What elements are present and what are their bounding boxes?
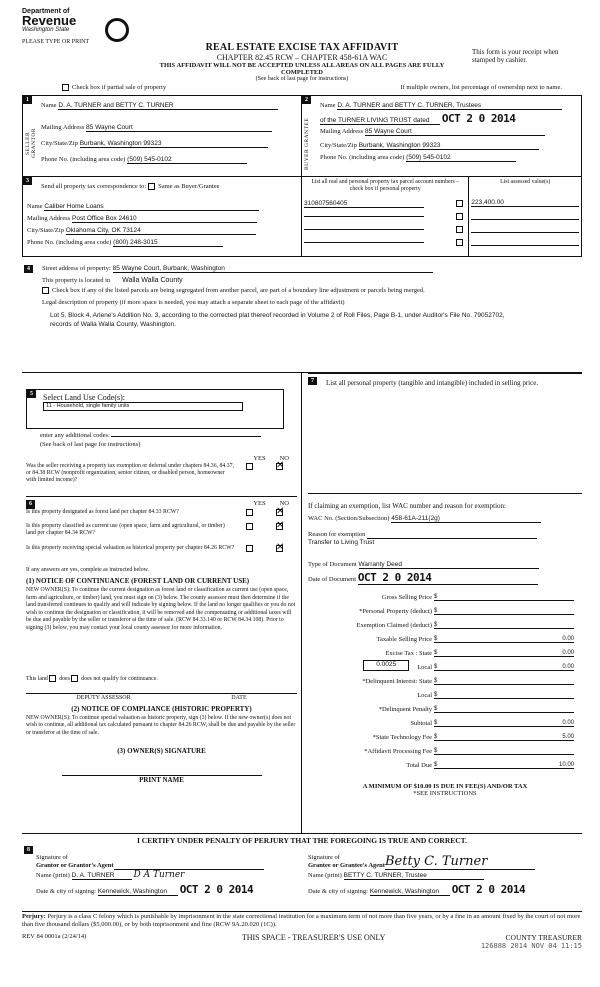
deputy-date-line: DATE xyxy=(231,695,247,701)
personal-property-checkbox[interactable] xyxy=(456,200,463,207)
historic-q-text: Is this property receiving special valuation as historical property per chapter 84.26 RCW? xyxy=(26,545,235,551)
personal-property-label: List all personal property (tangible and intangible) included in selling price. xyxy=(326,379,539,387)
current-use-q-text: Is this property classified as current use (open space, farm and agricultural, or timber) land per chapter 84.34 RCW? xyxy=(26,523,225,536)
dollar-sign: $ xyxy=(434,636,438,642)
tax-row-amount: 0.00 xyxy=(562,636,574,642)
rev-number: REV 84 0001a (2/24/14) xyxy=(22,933,87,940)
land-use-label: Select Land Use Code(s): xyxy=(43,393,125,402)
seller-city-label: City/State/Zip xyxy=(41,140,78,147)
section-8-tag: 8 xyxy=(24,846,33,854)
grantee-city-field[interactable]: Kennewick, Washington xyxy=(370,888,450,896)
tax-row xyxy=(308,615,574,629)
parcel-account-field-2[interactable] xyxy=(304,216,424,217)
tax-row xyxy=(308,755,574,769)
logo-revenue: Revenue xyxy=(22,13,77,28)
tax-row-label: Total Due xyxy=(406,762,432,769)
tax-row-value[interactable] xyxy=(434,664,574,671)
dollar-sign: $ xyxy=(434,664,438,670)
parcel-account-field-3[interactable] xyxy=(304,229,424,230)
form-warning: THIS AFFIDAVIT WILL NOT BE ACCEPTED UNLESS ALL AREAS ON ALL PAGES ARE FULLY COMPLETED xyxy=(159,62,445,76)
county-treasurer: COUNTY TREASURER xyxy=(505,933,582,942)
parcel-header: List all real and personal property tax parcel account numbers – check box if personal property xyxy=(311,179,460,192)
buyer-vlabel: BUYER GRANTEE xyxy=(304,117,310,170)
grantee-signature: Betty C. Turner xyxy=(385,854,535,870)
tax-row-label: Excise Tax : State xyxy=(385,650,432,657)
grantor-label: Grantor or Grantor's Agent xyxy=(36,862,114,869)
send-correspondence-label: Send all property tax correspondence to: xyxy=(41,183,147,190)
deputy-assessor-line: DEPUTY ASSESSOR xyxy=(76,695,131,701)
tax-row-value[interactable] xyxy=(434,622,574,629)
tax-row-value[interactable] xyxy=(434,650,574,657)
tax-row-value[interactable] xyxy=(434,706,574,713)
dollar-sign: $ xyxy=(434,720,438,726)
assessed-value-field-2[interactable] xyxy=(471,210,579,220)
yes-header: YES xyxy=(253,455,266,462)
corr-city-label: City/State/Zip xyxy=(27,227,64,234)
buyer-name-label: Name xyxy=(320,102,336,109)
tax-row-amount: 10.00 xyxy=(558,762,574,768)
exemption-yes-checkbox[interactable] xyxy=(246,463,253,470)
this-land-label: This land xyxy=(26,675,48,682)
buyer-section xyxy=(302,96,581,176)
grantee-signature-block xyxy=(302,848,582,896)
perjury-notice xyxy=(22,911,582,931)
section-8 xyxy=(22,833,582,911)
tax-row-value[interactable] xyxy=(434,734,574,741)
certify-statement: I CERTIFY UNDER PENALTY OF PERJURY THAT THE FOREGOING IS TRUE AND CORRECT. xyxy=(136,836,467,845)
no-header: NO xyxy=(279,455,289,462)
tax-row-label: *State Technology Fee xyxy=(372,734,432,741)
section-5-tag: 5 xyxy=(27,390,36,398)
segregate-checkbox[interactable] xyxy=(42,287,49,294)
tax-row-label: Gross Selling Price xyxy=(381,594,432,601)
dollar-sign: $ xyxy=(434,692,438,698)
please-type: PLEASE TYPE OR PRINT xyxy=(22,39,90,45)
seller-buyer-section xyxy=(22,95,582,177)
footer xyxy=(22,931,582,950)
receipt-note: This form is your receipt when stamped by cashier. xyxy=(472,48,559,64)
dor-logo xyxy=(22,8,132,45)
seller-mail-label: Mailing Address xyxy=(41,124,85,131)
partial-sale-checkbox[interactable] xyxy=(62,84,69,91)
tax-row-value[interactable] xyxy=(434,692,574,699)
corr-name-field[interactable]: Caliber Home Loans xyxy=(44,203,259,211)
grantor-date-label: Date & city of signing: xyxy=(36,888,96,895)
corr-mail-label: Mailing Address xyxy=(27,215,71,222)
exemption-question xyxy=(26,463,297,497)
section-4 xyxy=(22,257,582,373)
local-rate-field[interactable]: 0.0025 xyxy=(363,660,409,671)
owner-signature-title: (3) OWNER(S) SIGNATURE xyxy=(117,747,206,755)
reason-value[interactable]: Transfer to Living Trust xyxy=(308,539,375,546)
seller-mail-field[interactable]: 85 Wayne Court xyxy=(86,124,272,132)
does-not-checkbox[interactable] xyxy=(71,675,78,682)
tax-row-value[interactable] xyxy=(434,636,574,643)
tax-row-value[interactable] xyxy=(434,594,574,601)
compliance-title: (2) NOTICE OF COMPLIANCE (HISTORIC PROPERTY) xyxy=(71,705,252,713)
buyer-city-field[interactable]: Burbank, Washington 99323 xyxy=(359,142,539,150)
location-label: This property is located in xyxy=(42,277,111,284)
personal-property-checkbox-3[interactable] xyxy=(456,226,463,233)
tax-row-label: Local xyxy=(417,664,432,671)
tax-correspondence-section xyxy=(22,177,582,257)
grantee-date-stamp: OCT 2 0 2014 xyxy=(451,883,526,896)
qualify-label: qualify for continuance. xyxy=(102,675,158,682)
tax-row-amount: 0.00 xyxy=(562,664,574,670)
right-column xyxy=(302,373,582,833)
see-back-land: (See back of last page for instructions) xyxy=(40,441,141,448)
section-6-tag: 6 xyxy=(26,500,35,509)
form-title: REAL ESTATE EXCISE TAX AFFIDAVIT xyxy=(205,42,399,53)
compliance-body: NEW OWNER(S): To continue special valuation as historic property, sign (3) below. If the new owner(s) does not wish to continue, all additional tax calculated pursuant to chapter 84.26 RCW, shall be due and payable by the seller or transferor at the time of sale. xyxy=(26,715,296,736)
tax-row xyxy=(308,629,574,643)
grantor-print-label: Name (print) xyxy=(36,872,70,879)
tax-row-label: Subtotal xyxy=(410,720,432,727)
does-not-label: does not xyxy=(81,675,101,682)
buyer-city-label: City/State/Zip xyxy=(320,142,357,149)
doc-date-stamp: OCT 2 0 2014 xyxy=(358,571,538,585)
grantor-city-field[interactable]: Kennewick, Washington xyxy=(98,888,178,896)
section-7 xyxy=(308,373,582,493)
exemption-q-text: Was the seller receiving a property tax exemption or deferral under chapters 84.36, 84.37, or 84.38 RCW (nonprofit organization, senior citizen, or disabled person, homeowner with limited income)? xyxy=(26,463,234,483)
seller-name-field[interactable]: D. A. TURNER and BETTY C. TURNER xyxy=(58,102,278,110)
dollar-sign: $ xyxy=(434,608,438,614)
tax-row xyxy=(308,741,574,755)
current-use-yes-checkbox[interactable] xyxy=(246,523,253,530)
logo-state: Washington State xyxy=(22,27,70,33)
perjury-label: Perjury: xyxy=(22,913,46,920)
corr-phone-label: Phone No. (including area code) xyxy=(27,239,112,246)
doc-date-label: Date of Document xyxy=(308,576,357,583)
land-use-select[interactable]: 11 - Household, single family units xyxy=(43,402,243,411)
tax-row xyxy=(308,643,574,657)
dollar-sign: $ xyxy=(434,762,438,768)
tax-row xyxy=(308,587,574,601)
tax-row-label: *Affidavit Processing Fee xyxy=(364,748,432,755)
parcel-account-field[interactable]: 310807560405 xyxy=(304,200,424,208)
tax-row-label: *Delinquent Interest: State xyxy=(362,678,432,685)
section-1-tag: 1 xyxy=(23,96,32,104)
reason-field[interactable] xyxy=(367,531,537,539)
street-label: Street address of property: xyxy=(42,265,111,272)
parcel-account-field-4[interactable] xyxy=(304,242,424,243)
wac-label: WAC No. (Section/Subsection) xyxy=(308,515,390,522)
buyer-name-field[interactable]: D. A. TURNER and BETTY C. TURNER, Trustees xyxy=(337,102,562,110)
forest-q-text: Is this property designated as forest land per chapter 84.33 RCW? xyxy=(26,509,179,515)
legal-description[interactable]: Lot 5, Block 4, Arlene's Addition No. 3, according to the corrected plat thereof recorded in Volume 2 of Roll Files, Page B-1, under Auditor's File No. 79052702, records of Walla Walla County, Washington. xyxy=(50,312,505,328)
continuance-title: (1) NOTICE OF CONTINUANCE (FOREST LAND OR CURRENT USE) xyxy=(26,577,250,585)
continuance-body: NEW OWNER(S): To continue the current designation as forest land or classification as current use (open space, farm and agriculture, or timber) land, you must sign on (3) below. The county assessor must then determine if the land transferred continues to qualify and will indicate by signing below. If the land no longer qualifies or you do not wish to continue the designation or classification, it will be removed and the compensating or additional taxes will be due and payable by the seller or transferor at the time of sale. (RCW 84.33.140 or RCW 84.34.108). Prior to signing (3) below, you may contact your local county assessor for more information. xyxy=(26,587,296,631)
header xyxy=(22,8,582,82)
logo-dept: Department of xyxy=(22,8,70,15)
corr-city-field[interactable]: Oklahoma City, OK 73124 xyxy=(66,227,256,235)
tax-row-amount: 0.00 xyxy=(562,650,574,656)
section-3-tag: 3 xyxy=(23,177,32,185)
assessed-values xyxy=(469,177,581,256)
doc-type-field[interactable]: Warranty Deed xyxy=(359,561,539,569)
tax-row-value[interactable] xyxy=(434,748,574,755)
no-header-6: NO xyxy=(279,500,289,507)
tax-row xyxy=(308,713,574,727)
perjury-text: Perjury is a class C felony which is punishable by imprisonment in the state correctional institution for a maximum term of not more than five years, or by a fine in an amount fixed by the court of not more than five thousand dollars ($5,000.00), or by both imprisonment and fine (RCW 9A.20.020 (1C)). xyxy=(22,913,581,928)
forest-no-checkbox[interactable] xyxy=(276,509,283,516)
logo-emblem-icon xyxy=(105,18,129,42)
wac-field[interactable]: 458-61A-211(2g) xyxy=(391,515,541,523)
additional-codes-field[interactable] xyxy=(111,429,261,437)
seller-phone-field[interactable]: (509) 545-0102 xyxy=(127,156,247,164)
grantee-label: Grantee or Grantee's Agent xyxy=(308,862,385,869)
seller-section xyxy=(23,96,302,176)
tax-row-amount: 0.00 xyxy=(562,720,574,726)
partial-sale-label: Check box if partial sale of property xyxy=(72,84,167,91)
tax-row-value[interactable] xyxy=(434,608,574,615)
section-4-tag: 4 xyxy=(24,265,33,273)
county-field[interactable]: Walla Walla County xyxy=(122,277,183,284)
dollar-sign: $ xyxy=(434,622,438,628)
buyer-phone-label: Phone No. (including area code) xyxy=(320,154,405,161)
assessed-value-field[interactable]: 223,400.00 xyxy=(471,199,579,207)
grantee-date-label: Date & city of signing: xyxy=(308,888,368,895)
dollar-sign: $ xyxy=(434,594,438,600)
print-name-line: PRINT NAME xyxy=(62,775,262,784)
current-use-no-checkbox[interactable] xyxy=(276,523,283,530)
exemption-no-checkbox[interactable] xyxy=(276,463,283,470)
tax-row-value[interactable] xyxy=(434,720,574,727)
yes-header-6: YES xyxy=(253,500,266,507)
assessed-value-field-3[interactable] xyxy=(471,223,579,233)
segregate-label: Check box if any of the listed parcels are being segregated from another parcel, are part of a boundary line adjustment or parcels being merged. xyxy=(52,287,425,294)
dollar-sign: $ xyxy=(434,748,438,754)
corr-mail-field[interactable]: Post Office Box 24610 xyxy=(72,215,257,223)
tax-row-label: *Delinquent Penalty xyxy=(378,706,432,713)
seller-phone-label: Phone No. (including area code) xyxy=(41,156,126,163)
forest-yes-checkbox[interactable] xyxy=(246,509,253,516)
left-column xyxy=(22,373,302,833)
tax-row xyxy=(308,657,574,671)
historic-no-checkbox[interactable] xyxy=(276,545,283,552)
grantee-sig-label: Signature of xyxy=(308,854,340,861)
land-use-box xyxy=(26,389,284,429)
grantee-print-label: Name (print) xyxy=(308,872,342,879)
section-2-tag: 2 xyxy=(302,96,311,104)
grantor-print-field[interactable]: D. A. TURNER xyxy=(72,872,132,880)
tax-row-label: Exemption Claimed (deduct) xyxy=(356,622,432,629)
additional-codes-label: enter any additional codes: xyxy=(40,432,110,439)
tax-row-label: Taxable Selling Price xyxy=(376,636,432,643)
middle-sections xyxy=(22,373,582,833)
does-checkbox[interactable] xyxy=(49,675,56,682)
doc-type-label: Type of Document xyxy=(308,561,357,568)
trust-date-stamp: OCT 2 0 2014 xyxy=(441,112,516,125)
assessed-value-field-4[interactable] xyxy=(471,236,579,246)
reason-label: Reason for exemption xyxy=(308,531,366,538)
buyer-mail-label: Mailing Address xyxy=(320,128,364,135)
buyer-trust-field[interactable]: of the TURNER LIVING TRUST dated xyxy=(320,117,440,125)
grantor-signature-block xyxy=(22,848,302,896)
corr-name-label: Name xyxy=(27,203,43,210)
tax-calculation xyxy=(308,583,582,769)
tax-row-label: *Personal Property (deduct) xyxy=(359,608,432,615)
grantor-date-stamp: OCT 2 0 2014 xyxy=(179,883,254,896)
tax-row-value[interactable] xyxy=(434,678,574,685)
historic-yes-checkbox[interactable] xyxy=(246,545,253,552)
form-chapter: CHAPTER 82.45 RCW – CHAPTER 458-61A WAC xyxy=(216,53,388,62)
exemption-claim-label: If claiming an exemption, list WAC number and reason for exemption: xyxy=(308,493,582,507)
corr-phone-field[interactable]: (800) 248-3015 xyxy=(113,239,223,247)
tax-row xyxy=(308,685,574,699)
legal-desc-label: Legal description of property (if more space is needed, you may attach a separate sheet to each page of the affidavit) xyxy=(42,299,345,306)
assessed-header: List assessed value(s) xyxy=(500,179,551,185)
grantor-sig-label: Signature of xyxy=(36,854,68,861)
personal-property-checkbox-4[interactable] xyxy=(456,239,463,246)
partial-sale-row xyxy=(22,84,582,95)
tax-row xyxy=(308,671,574,685)
parcel-accounts xyxy=(302,177,469,256)
parcel-section xyxy=(302,177,581,256)
section-3 xyxy=(23,177,302,256)
seller-vlabel: SELLER GRANTOR xyxy=(25,128,37,159)
form-title-block xyxy=(142,8,462,82)
buyer-mail-field[interactable]: 85 Wayne Court xyxy=(365,128,545,136)
dollar-sign: $ xyxy=(434,734,438,740)
if-any-yes: If any answers are yes, complete as instructed below. xyxy=(26,567,149,573)
tax-row xyxy=(308,727,574,741)
dollar-sign: $ xyxy=(434,678,438,684)
dollar-sign: $ xyxy=(434,706,438,712)
street-field[interactable]: 85 Wayne Court, Burbank, Washington xyxy=(113,265,433,273)
same-as-buyer-checkbox[interactable] xyxy=(148,183,155,190)
same-as-buyer-label: Same as Buyer/Grantee xyxy=(158,183,220,190)
section-7-tag: 7 xyxy=(308,377,317,385)
grantor-signature: D A Turner xyxy=(133,870,185,880)
personal-property-checkbox-2[interactable] xyxy=(456,213,463,220)
tax-row-amount: 5.00 xyxy=(562,734,574,740)
see-back-note: (See back of last page for instructions) xyxy=(255,76,349,82)
grantor-signature-line[interactable] xyxy=(114,861,264,870)
see-instructions: *SEE INSTRUCTIONS xyxy=(413,790,477,797)
dollar-sign: $ xyxy=(434,650,438,656)
tax-row-value[interactable] xyxy=(434,762,574,769)
seller-name-label: Name xyxy=(41,102,57,109)
minimum-due-note: A MINIMUM OF $10.00 IS DUE IN FEE(S) AND/OR TAX xyxy=(362,783,528,790)
tax-row xyxy=(308,699,574,713)
treasurer-space: THIS SPACE - TREASURER'S USE ONLY xyxy=(241,933,386,942)
receipt-number: 126888 2014 NOV 04 11:15 xyxy=(480,942,582,950)
seller-city-field[interactable]: Burbank, Washington 99323 xyxy=(80,140,268,148)
buyer-phone-field[interactable]: (509) 545-0102 xyxy=(406,154,516,162)
multiple-owners-note: If multiple owners, list percentage of ownership next to name. xyxy=(400,84,562,91)
does-label: does xyxy=(59,675,70,682)
tax-row xyxy=(308,601,574,615)
grantee-print-field[interactable]: BETTY C. TURNER, Trustee xyxy=(344,872,484,880)
tax-row-label: Local xyxy=(417,692,432,699)
